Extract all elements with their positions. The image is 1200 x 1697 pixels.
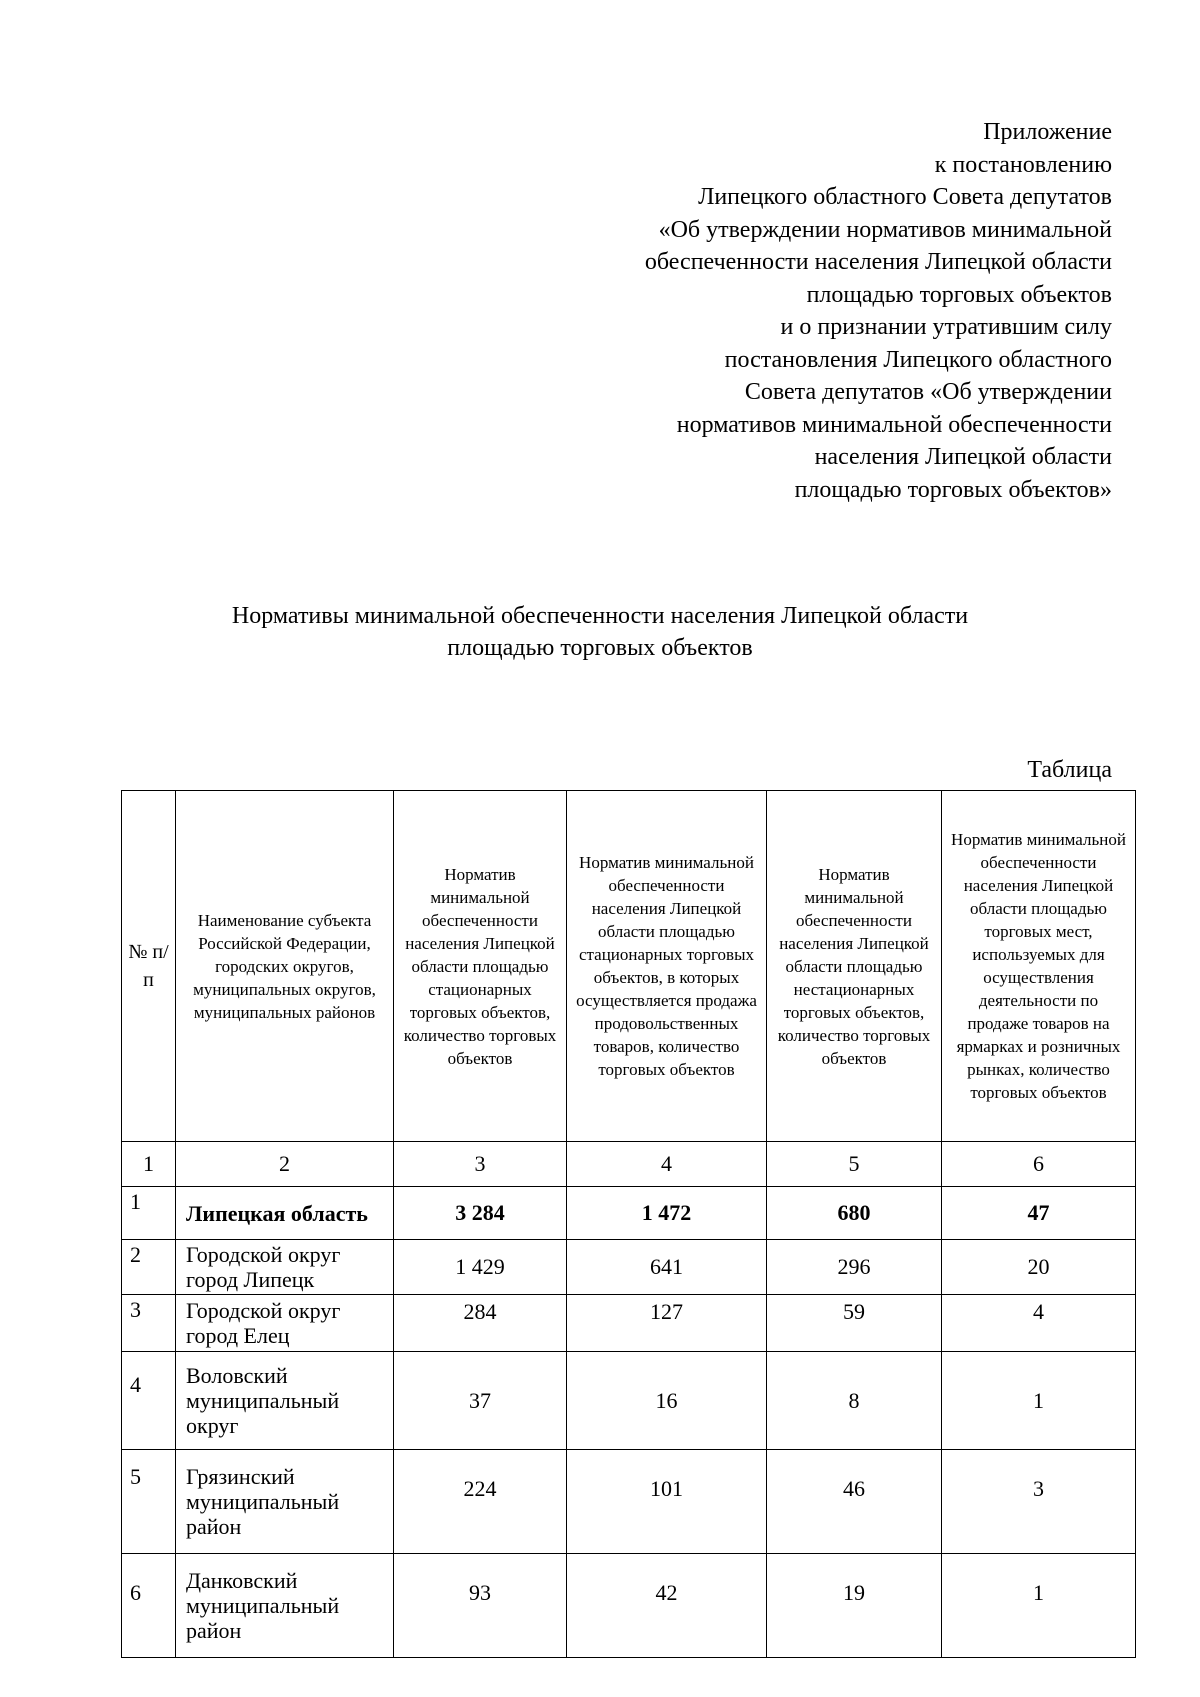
column-number: 5 bbox=[767, 1142, 942, 1187]
row-index: 2 bbox=[122, 1240, 176, 1295]
row-value-stationary: 93 bbox=[394, 1554, 567, 1658]
row-value-nonstationary: 59 bbox=[767, 1295, 942, 1352]
header-cell-stationary: Норматив минимальной обеспеченности населения Липецкой области площадью стационарных торговых объектов, количество торговых объектов bbox=[394, 791, 567, 1142]
table-row bbox=[122, 1554, 1136, 1658]
column-number: 1 bbox=[122, 1142, 176, 1187]
row-value-fairs: 1 bbox=[942, 1554, 1136, 1658]
row-value-fairs: 4 bbox=[942, 1295, 1136, 1352]
row-index: 3 bbox=[122, 1295, 176, 1352]
title-line: Нормативы минимальной обеспеченности населения Липецкой области bbox=[231, 603, 969, 629]
column-number: 3 bbox=[394, 1142, 567, 1187]
row-value-nonstationary: 296 bbox=[767, 1240, 942, 1295]
row-value-food: 1 472 bbox=[567, 1187, 767, 1240]
appendix-line: нормативов минимальной обеспеченности bbox=[676, 411, 1112, 438]
row-value-nonstationary: 680 bbox=[767, 1187, 942, 1240]
header-cell-food: Норматив минимальной обеспеченности населения Липецкой области площадью стационарных торговых объектов, в которых осуществляется продажа продовольственных товаров, количество торговых объектов bbox=[567, 791, 767, 1142]
row-value-nonstationary: 46 bbox=[767, 1450, 942, 1554]
row-index: 6 bbox=[122, 1554, 176, 1658]
table-row bbox=[122, 1295, 1136, 1352]
column-number: 4 bbox=[567, 1142, 767, 1187]
table-row bbox=[122, 1450, 1136, 1554]
appendix-line: Совета депутатов «Об утверждении bbox=[744, 379, 1112, 405]
row-value-nonstationary: 19 bbox=[767, 1554, 942, 1658]
appendix-line: площадью торговых объектов» bbox=[794, 476, 1112, 503]
column-number: 2 bbox=[176, 1142, 394, 1187]
row-name: Воловский муниципальный округ bbox=[176, 1352, 394, 1450]
row-value-stationary: 37 bbox=[394, 1352, 567, 1450]
row-value-stationary: 284 bbox=[394, 1295, 567, 1352]
appendix-line: Липецкого областного Совета депутатов bbox=[698, 184, 1112, 210]
row-value-food: 16 bbox=[567, 1352, 767, 1450]
document-title bbox=[0, 600, 1200, 664]
row-value-nonstationary: 8 bbox=[767, 1352, 942, 1450]
standards-table bbox=[121, 790, 1136, 1658]
table-row bbox=[122, 1240, 1136, 1295]
table-header-row bbox=[122, 791, 1136, 1142]
appendix-line: Приложение bbox=[983, 119, 1112, 145]
row-value-stationary: 224 bbox=[394, 1450, 567, 1554]
row-value-food: 641 bbox=[567, 1240, 767, 1295]
appendix-line: площадью торговых объектов bbox=[806, 281, 1112, 308]
row-value-fairs: 20 bbox=[942, 1240, 1136, 1295]
table-label: Таблица bbox=[1027, 757, 1112, 783]
table-row bbox=[122, 1352, 1136, 1450]
row-name: Липецкая область bbox=[176, 1187, 394, 1240]
appendix-line: постановления Липецкого областного bbox=[724, 346, 1112, 373]
appendix-line: «Об утверждении нормативов минимальной bbox=[658, 216, 1112, 243]
column-number-row bbox=[122, 1142, 1136, 1187]
row-value-fairs: 47 bbox=[942, 1187, 1136, 1240]
row-value-food: 42 bbox=[567, 1554, 767, 1658]
appendix-line: обеспеченности населения Липецкой области bbox=[644, 249, 1112, 275]
header-cell-number: № п/п bbox=[122, 791, 176, 1142]
row-value-food: 127 bbox=[567, 1295, 767, 1352]
row-name: Грязинский муниципальный район bbox=[176, 1450, 394, 1554]
row-value-fairs: 1 bbox=[942, 1352, 1136, 1450]
appendix-line: и о признании утратившим силу bbox=[780, 314, 1112, 340]
row-value-stationary: 1 429 bbox=[394, 1240, 567, 1295]
appendix-line: населения Липецкой области bbox=[814, 444, 1112, 470]
header-cell-nonstationary: Норматив минимальной обеспеченности населения Липецкой области площадью нестационарных торговых объектов, количество торговых объектов bbox=[767, 791, 942, 1142]
row-index: 4 bbox=[122, 1352, 176, 1450]
row-index: 1 bbox=[122, 1187, 176, 1240]
header-cell-name: Наименование субъекта Российской Федерации, городских округов, муниципальных округов, муниципальных районов bbox=[176, 791, 394, 1142]
row-name: Городской округ город Липецк bbox=[176, 1240, 394, 1295]
row-value-food: 101 bbox=[567, 1450, 767, 1554]
row-value-stationary: 3 284 bbox=[394, 1187, 567, 1240]
table-row bbox=[122, 1187, 1136, 1240]
row-value-fairs: 3 bbox=[942, 1450, 1136, 1554]
row-name: Городской округ город Елец bbox=[176, 1295, 394, 1352]
appendix-header bbox=[412, 116, 1112, 506]
appendix-line: к постановлению bbox=[934, 151, 1112, 178]
row-index: 5 bbox=[122, 1450, 176, 1554]
header-cell-fairs: Норматив минимальной обеспеченности населения Липецкой области площадью торговых мест, используемых для осуществления деятельности по продаже товаров на ярмарках и розничных рынках, количество торговых объектов bbox=[942, 791, 1136, 1142]
title-line: площадью торговых объектов bbox=[447, 635, 753, 661]
column-number: 6 bbox=[942, 1142, 1136, 1187]
row-name: Данковский муниципальный район bbox=[176, 1554, 394, 1658]
